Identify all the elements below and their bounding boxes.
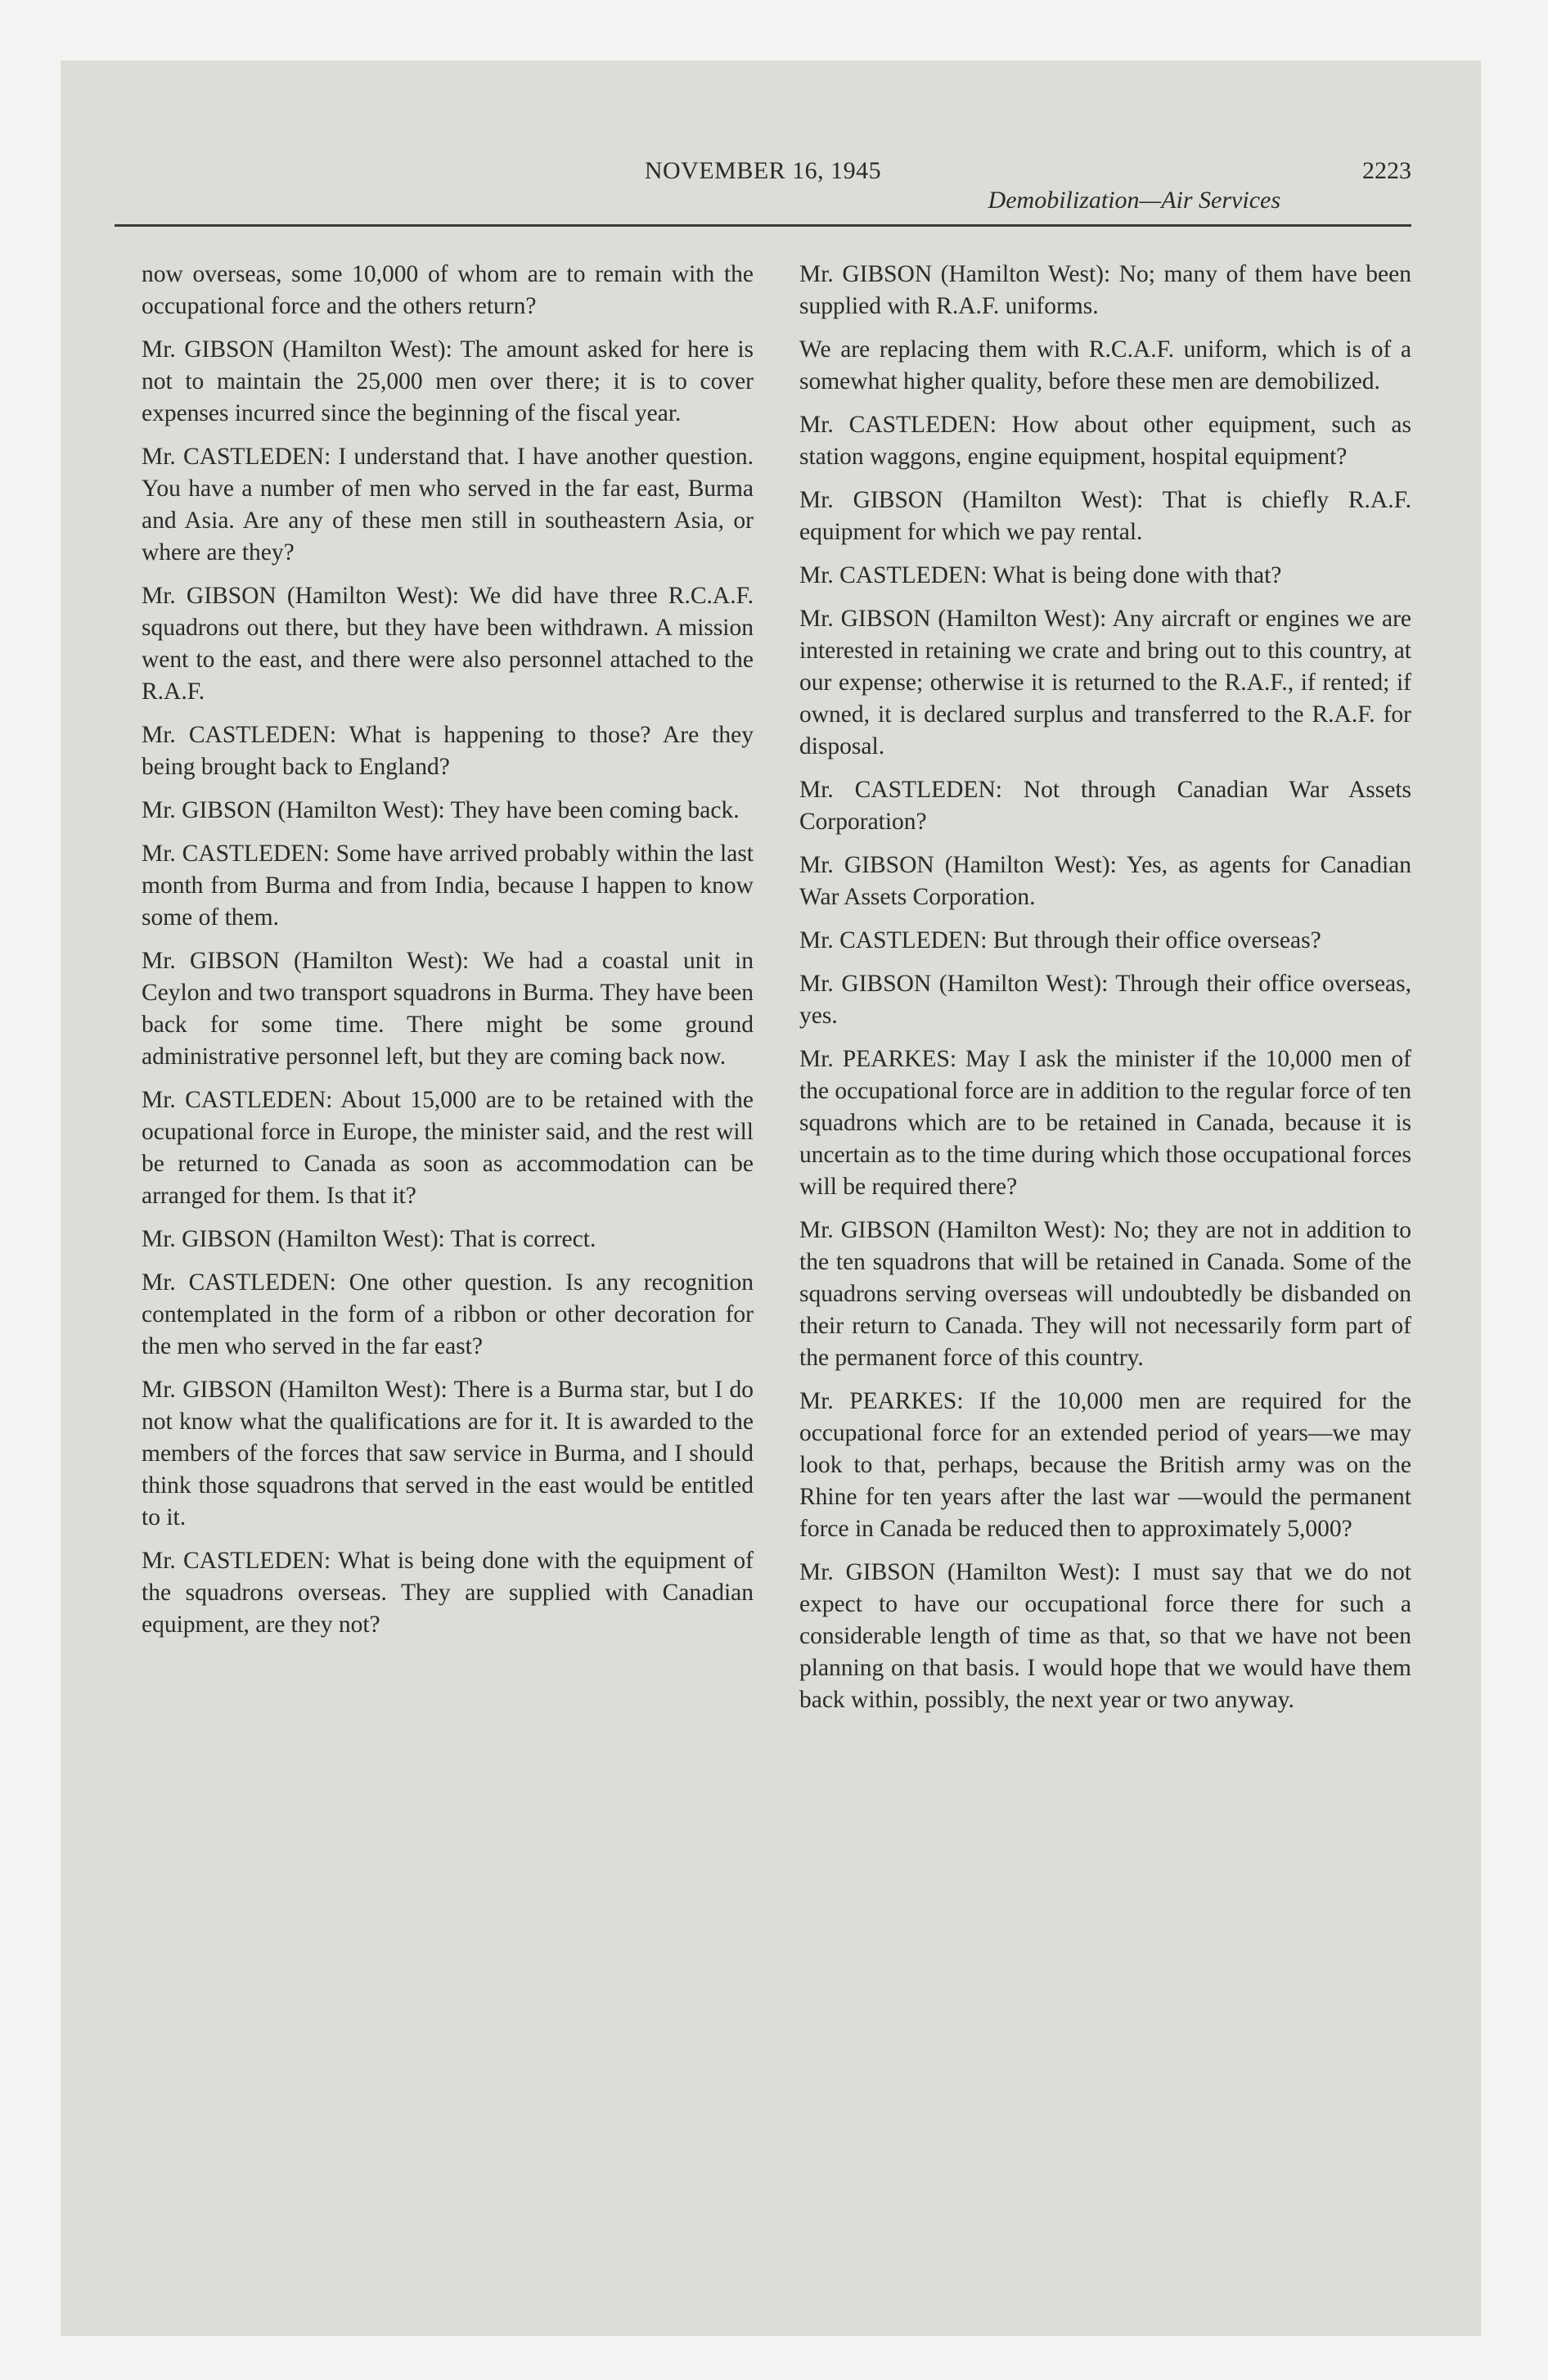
- paragraph: Mr. GIBSON (Hamilton West): I must say that we do not expect to have our occupational force there for such a considerable length of time as that, so that we have not been planning on that basis. I would hope that we would have them back within, possibly, the next year or two anyway.: [799, 1559, 1411, 1713]
- paragraph: Mr. GIBSON (Hamilton West): We had a coastal unit in Ceylon and two transport squadrons in Burma. They have been back for some time. There might be some ground administrative personnel left, but they are coming back now.: [142, 948, 754, 1070]
- header-rule: [115, 224, 1411, 227]
- paragraph: Mr. CASTLEDEN: About 15,000 are to be retained with the ocupational force in Europe, the minister said, and the rest will be returned to Canada as soon as accommodation can be arranged for them. Is that it?: [142, 1087, 754, 1209]
- paragraph: Mr. GIBSON (Hamilton West): That is correct.: [142, 1226, 596, 1252]
- paragraph: Mr. GIBSON (Hamilton West): There is a Burma star, but I do not know what the qualifications are for it. It is awarded to the members of the forces that saw service in Burma, and I should think those squadrons that served in the east would be entitled to it.: [142, 1377, 754, 1530]
- paragraph: Mr. CASTLEDEN: What is being done with the equipment of the squadrons overseas. They are supplied with Canadian equipment, are they not?: [142, 1548, 754, 1638]
- paragraph: Mr. GIBSON (Hamilton West): Any aircraft or engines we are interested in retaining we crate and bring out to this country, at our expense; otherwise it is returned to the R.A.F., if rented; if owned, it is declared surplus and transferred to the R.A.F. for disposal.: [799, 606, 1411, 760]
- paragraph: Mr. GIBSON (Hamilton West): They have been coming back.: [142, 797, 740, 823]
- paragraph: Mr. GIBSON (Hamilton West): Yes, as agents for Canadian War Assets Corporation.: [799, 852, 1411, 910]
- paragraph: Mr. CASTLEDEN: How about other equipment, such as station waggons, engine equipment, hospital equipment?: [799, 412, 1411, 470]
- paragraph: Mr. CASTLEDEN: I understand that. I have another question. You have a number of men who served in the far east, Burma and Asia. Are any of these men still in southeastern Asia, or where are they?: [142, 444, 754, 566]
- paragraph: Mr. GIBSON (Hamilton West): The amount asked for here is not to maintain the 25,000 men over there; it is to cover expenses incurred since the beginning of the fiscal year.: [142, 336, 754, 426]
- header-date: NOVEMBER 16, 1945: [644, 157, 882, 184]
- paragraph: Mr. CASTLEDEN: What is being done with that?: [799, 562, 1282, 588]
- paragraph: Mr. CASTLEDEN: But through their office overseas?: [799, 927, 1321, 953]
- page-header: [115, 157, 1411, 219]
- left-column: [142, 259, 754, 1652]
- paragraph: Mr. GIBSON (Hamilton West): We did have three R.C.A.F. squadrons out there, but they have been withdrawn. A mission went to the east, and there were also personnel attached to the R.A.F.: [142, 583, 754, 705]
- paragraph: Mr. CASTLEDEN: What is happening to those? Are they being brought back to England?: [142, 722, 754, 780]
- paragraph: Mr. PEARKES: If the 10,000 men are required for the occupational force for an extended period of years—we may look to that, perhaps, because the British army was on the Rhine for ten years after the last war —would the permanent force in Canada be reduced then to approximately 5,000?: [799, 1388, 1411, 1542]
- paragraph: Mr. CASTLEDEN: Not through Canadian War Assets Corporation?: [799, 777, 1411, 835]
- section-title: Demobilization—Air Services: [988, 187, 1280, 214]
- paragraph: Mr. GIBSON (Hamilton West): Through their office overseas, yes.: [799, 971, 1411, 1029]
- paragraph: Mr. GIBSON (Hamilton West): That is chiefly R.A.F. equipment for which we pay rental.: [799, 487, 1411, 545]
- page-number: 2223: [1362, 157, 1411, 184]
- right-column: [799, 259, 1411, 1728]
- paragraph: now overseas, some 10,000 of whom are to remain with the occupational force and the others return?: [142, 261, 754, 319]
- paragraph: Mr. GIBSON (Hamilton West): No; they are not in addition to the ten squadrons that will be retained in Canada. Some of the squadrons serving overseas will undoubtedly be disbanded on their return to Canada. They will not necessarily form part of the permanent force of this country.: [799, 1217, 1411, 1371]
- paragraph: Mr. PEARKES: May I ask the minister if the 10,000 men of the occupational force are in addition to the regular force of ten squadrons which are to be retained in Canada, because it is uncertain as to the time during which those occupational forces will be required there?: [799, 1046, 1411, 1200]
- paragraph: Mr. CASTLEDEN: One other question. Is any recognition contemplated in the form of a ribbon or other decoration for the men who served in the far east?: [142, 1269, 754, 1359]
- paragraph: Mr. GIBSON (Hamilton West): No; many of them have been supplied with R.A.F. uniforms.: [799, 261, 1411, 319]
- paragraph: Mr. CASTLEDEN: Some have arrived probably within the last month from Burma and from India, because I happen to know some of them.: [142, 841, 754, 931]
- paragraph: We are replacing them with R.C.A.F. uniform, which is of a somewhat higher quality, before these men are demobilized.: [799, 336, 1411, 394]
